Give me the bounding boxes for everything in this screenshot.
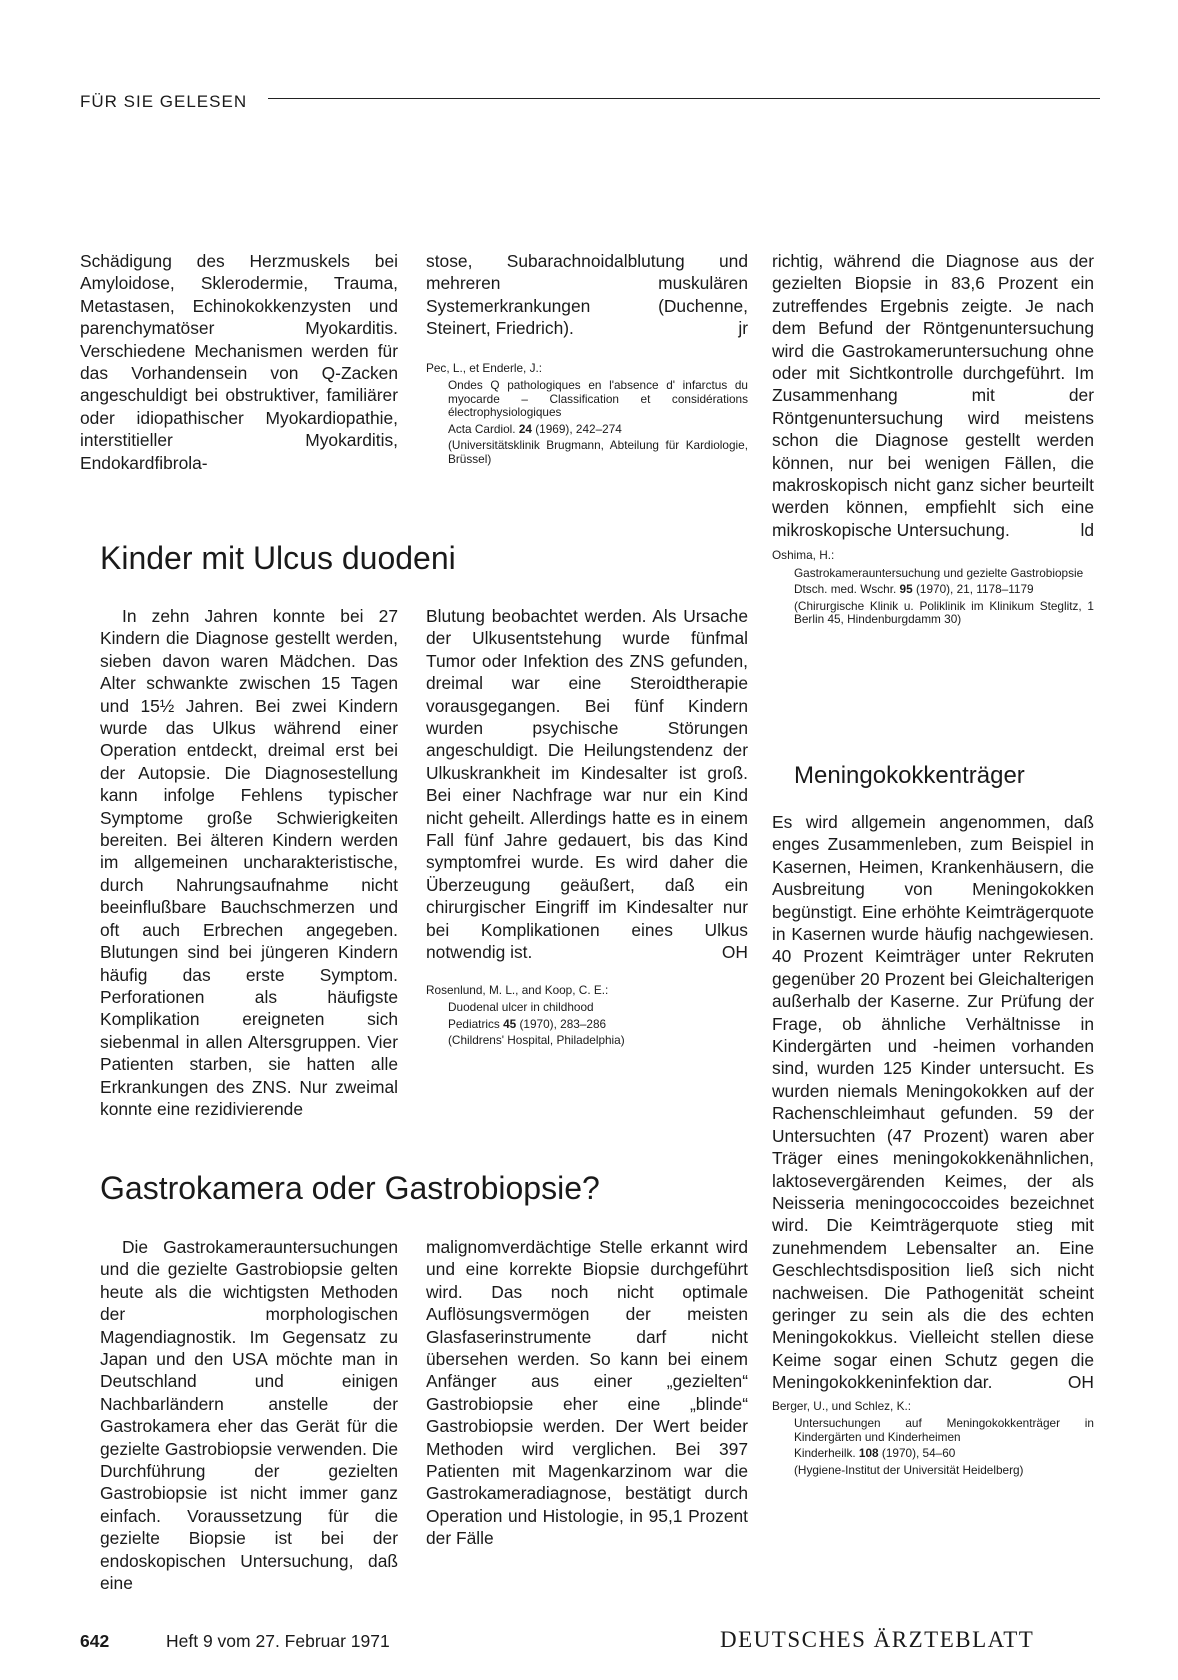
article-gastro-col1: Die Gastrokamerauntersuchungen und die gezielte Gastrobiopsie gelten heute als die wichtigsten Methoden der morphologischen Magendiagnostik. Im Gegensatz zu Japan und den USA möchte man in Deutschland und einigen Nachbarländern anstelle der Gastrokamera eher das Gerät für die gezielte Gastrobiopsie verwenden. Die Durchführung der gezielten Gastrobiopsie ist nicht immer ganz einfach. Voraussetzung für die gezielte Biopsie ist bei der endoskopischen Untersuchung, daß eine bbox=[100, 1237, 398, 1594]
col2-intro-text: stose, Subarachnoidalblutung und mehreren muskulären Systemerkrankungen (Duchenne, Steinert, Friedrich). bbox=[426, 251, 748, 339]
reference-berger bbox=[772, 1400, 1094, 1478]
reference-title: Duodenal ulcer in childhood bbox=[448, 1000, 594, 1014]
reference-title: Ondes Q pathologiques en l'absence d' infarctus du myocarde – Classification et considérations électrophysiologiques bbox=[448, 378, 748, 420]
section-label: FÜR SIE GELESEN bbox=[80, 92, 248, 111]
article-title-gastro: Gastrokamera oder Gastrobiopsie? bbox=[100, 1170, 600, 1206]
signature: jr bbox=[738, 318, 748, 339]
page-number: 642 bbox=[80, 1631, 110, 1651]
reference-journal: Kinderheilk. 108 (1970), 54–60 bbox=[794, 1446, 956, 1461]
article-gastro-col2: malignomverdächtige Stelle erkannt wird und eine korrekte Biopsie durchgeführt wird. Das noch nicht optimale Auflösungsvermögen der meisten Glasfaserinstrumente darf nicht übersehen werden. So kann bei einem Anfänger aus einer „gezielten“ Gastrobiopsie eher eine „blinde“ Gastrobiopsie werden. Der Wert beider Methoden wird verglichen. Bei 397 Patienten mit Magenkarzinom war die Gastrokameradiagnose, bestätigt durch Operation und Histologie, in 95,1 Prozent der Fälle bbox=[426, 1237, 748, 1549]
col1-intro-text: Schädigung des Herzmuskels bei Amyloidose, Sklerodermie, Trauma, Metastasen, Echinokokkenzysten und parenchymatöser Myokarditis. Verschiedene Mechanismen werden für das Vorhandensein von Q-Zacken angeschuldigt bei obstruktiver, familiärer oder idiopathischer Myokardiopathie, interstitieller Myokarditis, Endokardfibrola- bbox=[80, 251, 398, 473]
col3-top-text: richtig, während die Diagnose aus der gezielten Biopsie in 83,6 Prozent ein zutreffendes Ergebnis zeigte. Je nach dem Befund der Röntgenuntersuchung wird die Gastrokameruntersuchung ohne oder mit Sichtkontrolle durchgeführt. Im Zusammenhang mit der Röntgenuntersuchung wird meistens schon die Diagnose gestellt werden können, nur bei wenigen Fällen, die makroskopisch nicht ganz sicher beurteilt werden können, empfiehlt sich eine mikroskopische Untersuchung. bbox=[772, 251, 1094, 540]
reference-title: Untersuchungen auf Meningokokkenträger in Kindergärten und Kinderheimen bbox=[794, 1416, 1094, 1444]
reference-journal: Dtsch. med. Wschr. 95 (1970), 21, 1178–1179 bbox=[794, 582, 1034, 597]
reference-author: Berger, U., und Schlez, K.: bbox=[772, 1398, 912, 1413]
article-mening-text: Es wird allgemein angenommen, daß enges Zusammenleben, zum Beispiel in Kasernen, Heimen, Krankenhäusern, die Ausbreitung von Meningokokken begünstigt. Eine erhöhte Keimträgerquote in Kasernen wurde häufig nachgewiesen. 40 Prozent Keimträger unter Rekruten gegenüber 20 Prozent bei Gleichalterigen außerhalb der Kaserne. Zur Prüfung der Frage, ob ähnliche Verhältnisse in Kindergärten und -heimen vorhanden sind, wurden 125 Kinder untersucht. Es wurden niemals Meningokokken auf der Rachenschleimhaut gefunden. 59 der Untersuchten (47 Prozent) waren aber Träger eines meningokokkenähnlichen, laktosevergärenden Keimes, der als Neisseria meningococcoides bezeichnet wird. Die Keimträgerquote stieg mit zunehmendem Lebensalter an. Eine Geschlechtsdisposition ließ sich nicht nachweisen. Die Pathogenität scheint geringer zu sein als die des echten Meningokokkus. Vielleicht stellen diese Keime sogar einen Schutz gegen die Meningokokkeninfektion dar. bbox=[772, 812, 1094, 1393]
reference-title: Gastrokamerauntersuchung und gezielte Gastrobiopsie bbox=[794, 565, 1084, 580]
reference-pec bbox=[426, 362, 748, 467]
reference-oshima bbox=[772, 549, 1094, 627]
article-mening-body bbox=[772, 811, 1094, 1480]
signature: OH bbox=[721, 942, 748, 963]
reference-journal: Acta Cardiol. 24 (1969), 242–274 bbox=[448, 421, 622, 436]
signature: ld bbox=[1080, 519, 1094, 540]
reference-author: Rosenlund, M. L., and Koop, C. E.: bbox=[426, 982, 609, 997]
article-kinder-col1: In zehn Jahren konnte bei 27 Kindern die Diagnose gestellt werden, sieben davon waren Mädchen. Das Alter schwankte zwischen 15 Tagen und 15½ Jahren. Bei zwei Kindern wurde das Ulkus während einer Operation entdeckt, dreimal erst bei der Autopsie. Die Diagnosestellung kann infolge Fehlens typischer Symptome große Schwierigkeiten bereiten. Bei älteren Kindern werden im allgemeinen uncharakteristische, durch Nahrungsaufnahme nicht beeinflußbare Bauchschmerzen und oft auch Erbrechen angegeben. Blutungen sind bei jüngeren Kindern häufig das erste Symptom. Perforationen als häufigste Komplikation ereigneten sich siebenmal in allen Altersgruppen. Vier Patienten starben, sie hatten alle Erkrankungen des ZNS. Nur zweimal konnte eine rezidivierende bbox=[100, 606, 398, 1119]
article-title-kinder: Kinder mit Ulcus duodeni bbox=[100, 540, 456, 576]
article-kinder-col2 bbox=[426, 605, 748, 1051]
reference-affiliation: (Universitätsklinik Brugmann, Abteilung für Kardiologie, Brüssel) bbox=[448, 438, 748, 466]
issue-info: Heft 9 vom 27. Februar 1971 bbox=[166, 1631, 390, 1651]
reference-author: Oshima, H.: bbox=[772, 548, 835, 563]
reference-author: Pec, L., et Enderle, J.: bbox=[426, 360, 543, 375]
col2-intro bbox=[426, 250, 748, 469]
col3-top bbox=[772, 250, 1094, 630]
reference-affiliation: (Chirurgische Klinik u. Poliklinik im Klinikum Steglitz, 1 Berlin 45, Hindenburgdamm 30) bbox=[794, 598, 1094, 627]
article-title-mening: Meningokokkenträger bbox=[794, 762, 1025, 789]
article-kinder-col2-text: Blutung beobachtet werden. Als Ursache der Ulkusentstehung wurde fünfmal Tumor oder Infektion des ZNS gefunden, dreimal war eine Steroidtherapie vorausgegangen. Bei fünf Kindern wurden psychische Störungen angeschuldigt. Die Heilungstendenz der Ulkuskrankheit im Kindesalter ist groß. Bei einer Nachfrage war nur ein Kind nicht geheilt. Allerdings hatte es in einem Fall fünf Jahre gedauert, bis das Kind symptomfrei wurde. Es wird daher die Überzeugung geäußert, daß ein chirurgischer Eingriff im Kindesalter nur bei Komplikationen eines Ulkus notwendig ist. bbox=[426, 606, 748, 963]
reference-journal: Pediatrics 45 (1970), 283–286 bbox=[448, 1016, 607, 1031]
header-rule bbox=[268, 98, 1100, 99]
reference-affiliation: (Childrens' Hospital, Philadelphia) bbox=[448, 1033, 625, 1047]
reference-affiliation: (Hygiene-Institut der Universität Heidelberg) bbox=[794, 1462, 1024, 1477]
reference-rosenlund bbox=[426, 984, 748, 1048]
journal-name: DEUTSCHES ÄRZTEBLATT bbox=[720, 1627, 1035, 1652]
signature: OH bbox=[1067, 1372, 1094, 1393]
